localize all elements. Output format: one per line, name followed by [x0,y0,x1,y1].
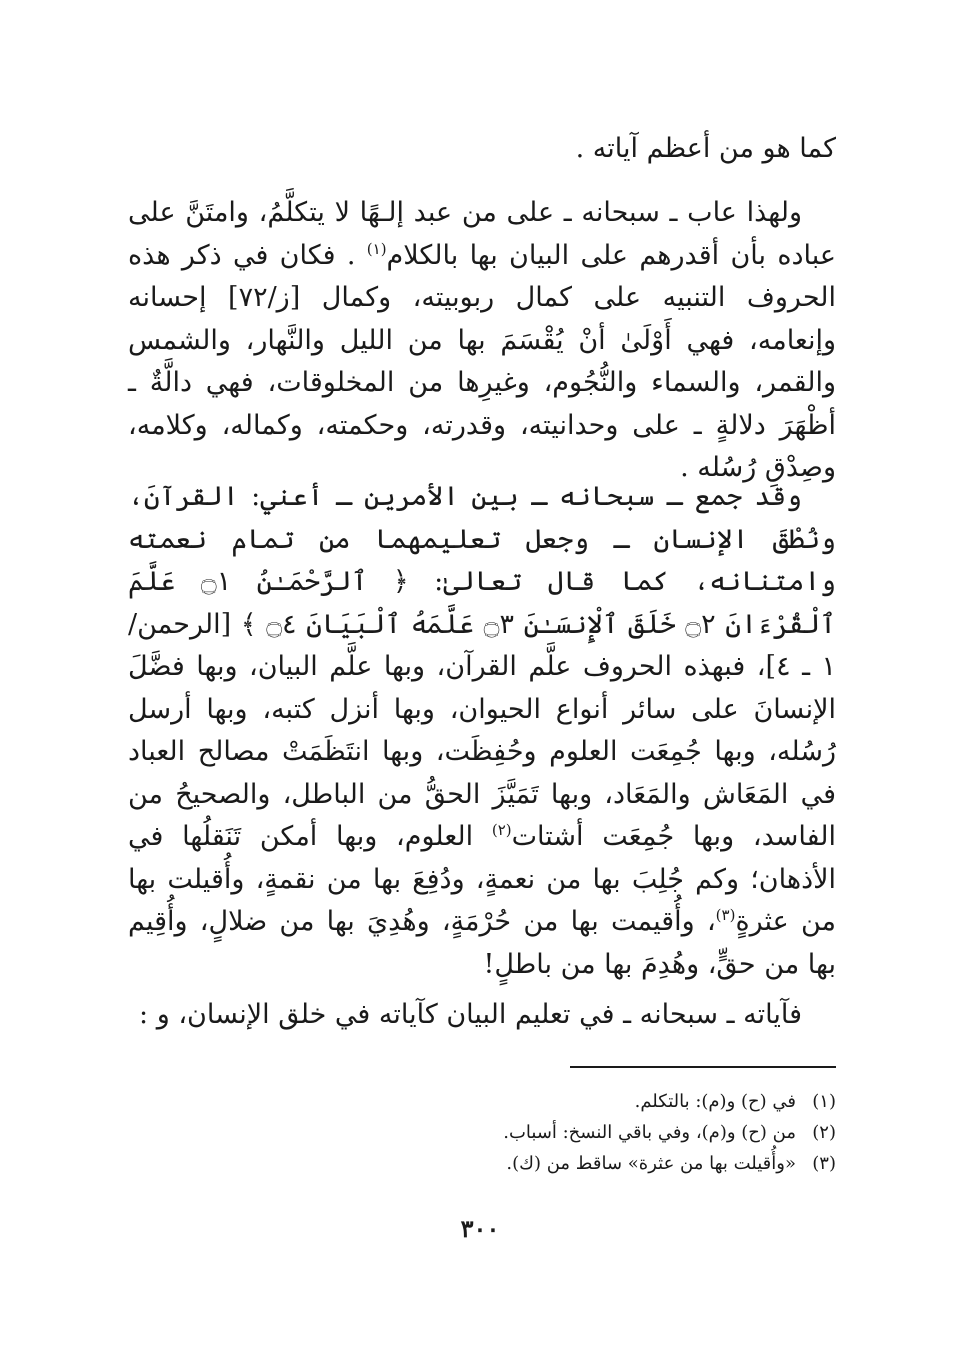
paragraph-text [128,192,836,490]
footnote-number: (١) [812,1091,836,1112]
footnote-item [300,1148,836,1179]
paragraph-segment: ، وأُقيمت بها من حُرْمَةٍ، وهُدِيَ بها من ضلالٍ، وأُقِيم بها من حقٍّ، وهُدِمَ بها من باطلٍ! [128,906,836,980]
paragraph-segment: . فكان في ذكر هذه الحروف التنبيه على كمال ربوبيته، وكمال [ز/٧٢] إحسانه وإنعامه، فهي أَوْلَىٰ أنْ يُقْسَمَ بها من الليل والنَّهار، والشمس والقمر، والسماء والنُّجُوم، وغيرِها من المخلوقات، فهي دالَّةٌ ـ أظْهَرَ دلالةٍ ـ على وحدانيته، وقدرته، وحكمته، وكماله، وكلامه، وصِدْقِ رُسُله . [128,239,836,483]
paragraph-segment: ولهذا عاب ـ سبحانه ـ على من عبد إلـهًا لا يتكلَّمُ، وامتَنَّ على عباده بأن أقدرهم على البيان بها بالكلام [128,197,836,271]
footnote-item [300,1117,836,1148]
paragraph-segment: العلوم، وبها أمكن تَنَقلُها في الأذهان؛ وكم جُلِبَ بها من نعمةٍ، ودُفِعَ بها من نقمةٍ، وأُقيلت بها من عثرةٍ [128,821,836,937]
paragraph-text [128,476,836,986]
footnote-ref-2[interactable]: (٢) [491,821,512,839]
paragraph-speech [128,192,836,490]
footnote-text: في (ح) و(م): بالتكلم. [634,1091,796,1112]
footnotes [300,1086,836,1179]
page-number: ٣٠٠ [460,1214,500,1243]
paragraph-text: كما هو من أعظم آياته . [575,133,836,164]
footnote-number: (٣) [812,1153,836,1174]
paragraph-segment: [الرحمن/ ١ ـ ٤]، فبهذه الحروف علَّم القرآن، وبها علَّم البيان، وبها فضَّلَ الإنسانَ على سائر أنواع الحيوان، وبها أنزل كتبه، وبها أرسل رُسُله، وبها جُمِعَت العلوم وحُفِظَت، وبها انتَظَمَتْ مصالح العباد في المَعَاش والمَعَاد، وبها تَمَيَّزَ الحقُّ من الباطل، والصحيحُ من الفاسد، وبها جُمِعَت أشتات [128,608,837,852]
footnote-ref-1[interactable]: (١) [366,239,387,258]
footnote-text: «وأُقيلت بها من عثرة» ساقط من (ك). [506,1153,796,1174]
paragraph-intro [128,128,836,171]
footnote-divider [570,1066,836,1068]
paragraph-segment: وقد جمع ـ سبحانه ـ بين الأمرين ـ أعني: القرآنَ، ونُطْقَ الإنسان ـ وجعل تعليمهما من تمام نعمته وامتنانه، كما قال تعالىٰ: [128,481,836,597]
paragraph-closing [128,994,836,1037]
footnote-item [300,1086,836,1117]
footnote-number: (٢) [812,1122,836,1143]
footnote-ref-3[interactable]: (٣) [715,906,736,924]
footnote-text: من (ح) و(م)، وفي باقي النسخ: أسباب. [503,1122,796,1143]
paragraph-text: فآياته ـ سبحانه ـ في تعليم البيان كآياته في خلق الإنسان، و : [139,999,802,1030]
paragraph-quran [128,476,836,986]
quran-verse: ﴿ ٱلرَّحْمَـٰنُ ۝١ عَلَّمَ ٱلْقُرْءَانَ ۝٢ خَلَقَ ٱلْإِنسَـٰنَ ۝٣ عَلَّمَهُ ٱلْبَيَانَ ۝٤ ﴾ [128,566,837,640]
